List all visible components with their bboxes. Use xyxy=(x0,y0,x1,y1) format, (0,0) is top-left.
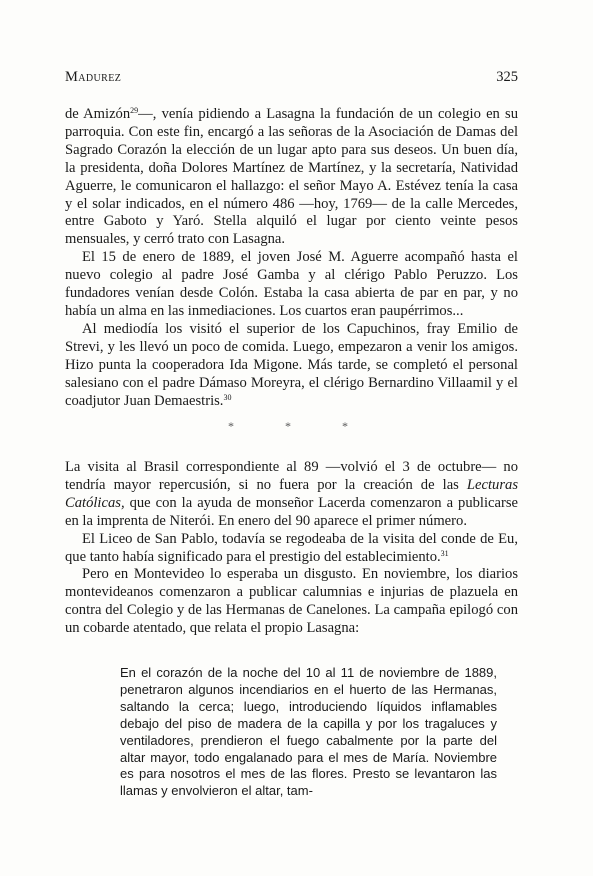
section-two xyxy=(65,459,518,638)
paragraph-4-text-b: que con la ayuda de monseñor Lacerda comenzaron a publicarse en la imprenta de Niterói. En enero del 90 aparece el primer número. xyxy=(65,494,518,529)
separator-star: * xyxy=(228,419,234,433)
running-header xyxy=(65,68,518,86)
separator-star: * xyxy=(285,419,291,433)
paragraph-1-text-b: —, venía pidiendo a Lasagna la fundación de un colegio en su parroquia. Con este fin, encargó a las señoras de la Asociación de Damas del Sagrado Corazón la elección de un lugar apto para sus deseos. Un buen día, la presidenta, doña Dolores Martínez de Martínez, y la secretaría, Natividad Aguerre, le comunicaron el hallazgo: el señor Mayo A. Estévez tenía la casa y el solar indicados, en el número 486 —hoy, 1769— de la calle Mercedes, entre Gaboto y Yaró. Stella alquiló el lugar por ciento veinte pesos mensuales, y cerró trato con Lasagna. xyxy=(65,106,518,248)
paragraph-1-text-a: de Amizón xyxy=(65,106,131,122)
paragraph-6: Pero en Montevideo lo esperaba un disgusto. En noviembre, los diarios montevideanos comenzaron a publicar calumnias e injurias de plazuela en contra del Colegio y de las Hermanas de Canelones. La campaña epilogó con un cobarde atentado, que relata el propio Lasagna: xyxy=(65,566,518,637)
block-quote xyxy=(120,665,497,800)
footnote-ref-29: 29 xyxy=(130,106,139,115)
book-title-italic: Lecturas Católicas, xyxy=(65,476,518,511)
running-title: Madurez xyxy=(65,69,122,85)
paragraph-5 xyxy=(65,531,518,567)
footnote-ref-30: 30 xyxy=(223,392,232,402)
section-one xyxy=(65,106,518,410)
paragraph-4-text-a: La visita al Brasil correspondiente al 89 —volvió el 3 de octubre— no tendría mayor repercusión, si no fuera por la creación de las xyxy=(65,459,518,493)
paragraph-3 xyxy=(65,321,518,411)
paragraph-1 xyxy=(65,106,518,249)
paragraph-2: El 15 de enero de 1889, el joven José M. Aguerre acompañó hasta el nuevo colegio al padre José Gamba y al clérigo Pablo Peruzzo. Los fundadores venían desde Colón. Estaba la casa abierta de par en par, y no había un alma en las inmediaciones. Los cuartos eran paupérrimos... xyxy=(65,249,518,319)
footnote-ref-31: 31 xyxy=(440,548,449,558)
quote-text: En el corazón de la noche del 10 al 11 de noviembre de 1889, penetraron algunos incendiarios en el huerto de las Hermanas, saltando la cerca; luego, introduciendo líquidos inflamables debajo del piso de madera de la capilla y por los tragaluces y ventiladores, prendieron el fuego cabalmente por la parte del altar mayor, todo engalanado para el mes de María. Noviembre es para nosotros el mes de las flores. Presto se levantaron las llamas y envolvieron el altar, tam- xyxy=(120,665,497,799)
paragraph-5-text: El Liceo de San Pablo, todavía se regodeaba de la visita del conde de Eu, que tanto había significado para el prestigio del establecimiento. xyxy=(65,530,518,565)
paragraph-3-text: Al mediodía los visitó el superior de los Capuchinos, fray Emilio de Strevi, y les llevó un poco de comida. Luego, empezaron a venir los amigos. Hizo punta la cooperadora Ida Migone. Más tarde, se completó el personal salesiano con el padre Dámaso Moreyra, el clérigo Bernardino Villaamil y el coadjutor Juan Demaestris. xyxy=(65,320,518,409)
page-number: 325 xyxy=(496,69,518,85)
section-separator xyxy=(228,419,348,434)
paragraph-4 xyxy=(65,459,518,531)
separator-star: * xyxy=(342,419,348,433)
